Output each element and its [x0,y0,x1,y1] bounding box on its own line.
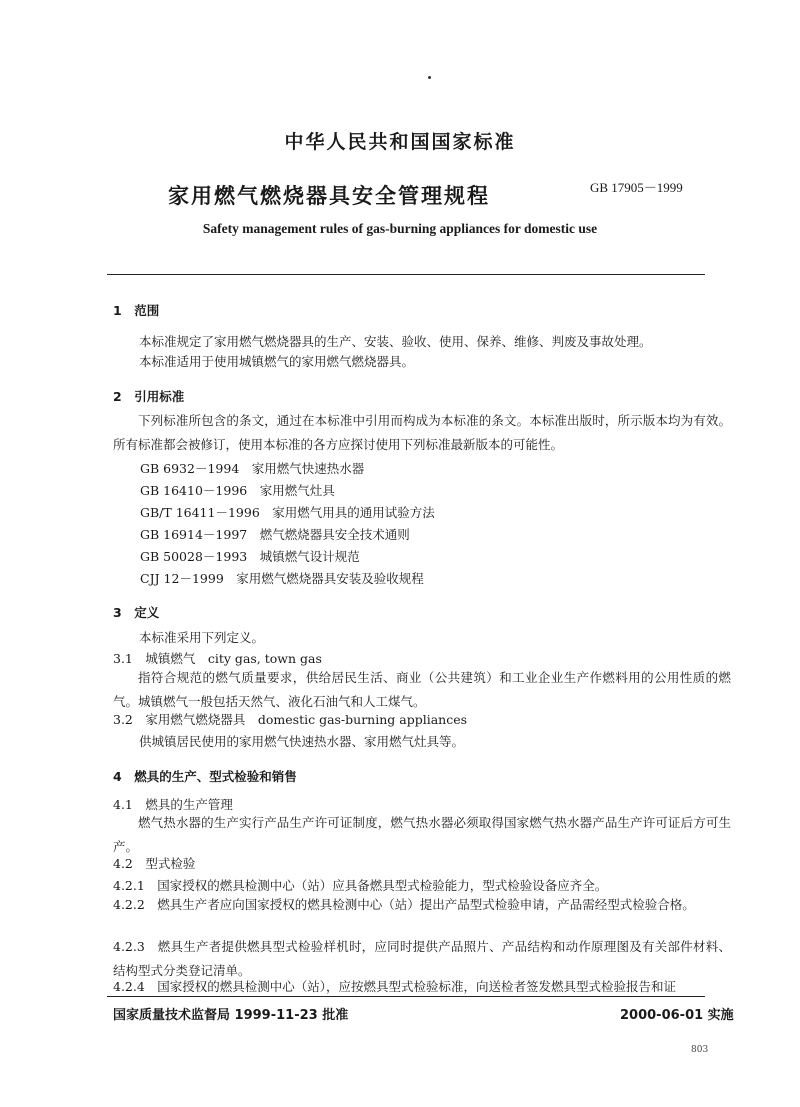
clause-4-2-4: 4.2.4 国家授权的燃具检测中心（站），应按燃具型式检验标准，向送检者签发燃具型式检验报告和证 [113,979,677,994]
page-number: 803 [691,1045,709,1055]
english-title: Safety management rules of gas-burning appliances for domestic use [202,221,598,236]
footer-divider [107,996,705,997]
subsection-4-1-text: 燃气热水器的生产实行产品生产许可证制度，燃气热水器必须取得国家燃气热水器产品生产许可证后方可生产。 [113,815,731,854]
reference-item: GB 50028－1993 城镇燃气设计规范 [140,549,360,564]
section-4-heading: 4 燃具的生产、型式检验和销售 [113,769,297,784]
speck-mark [428,76,431,79]
implementation-date: 2000-06-01 实施 [620,1008,734,1023]
section-2-heading: 2 引用标准 [113,389,185,404]
clause-4-2-1: 4.2.1 国家授权的燃具检测中心（站）应具备燃具型式检验能力，型式检验设备应齐全。 [113,878,608,893]
section-1-heading: 1 范围 [113,303,160,318]
reference-item: GB 16914－1997 燃气燃烧器具安全技术通则 [140,527,410,542]
section-1-para-2: 本标准适用于使用城镇燃气的家用燃气燃烧器具。 [139,354,415,369]
standard-type-title: 中华人民共和国国家标准 [284,131,516,153]
reference-item: CJJ 12－1999 家用燃气燃烧器具安装及验收规程 [140,571,424,586]
document-title: 家用燃气燃烧器具安全管理规程 [168,184,490,208]
subsection-4-1-heading: 4.1 燃具的生产管理 [113,797,233,812]
standard-code: GB 17905－1999 [590,180,683,195]
reference-item: GB/T 16411－1996 家用燃气用具的通用试验方法 [140,505,435,520]
clause-4-2-2: 4.2.2 燃具生产者应向国家授权的燃具检测中心（站）提出产品型式检验申请，产品需经型式检验合格。 [113,897,695,912]
definition-3-1-term: 3.1 城镇燃气 city gas, town gas [113,651,322,666]
header-divider [107,274,705,275]
section-3-heading: 3 定义 [113,605,160,620]
definition-3-2-text: 供城镇居民使用的家用燃气快速热水器、家用燃气灶具等。 [139,734,465,749]
approval-line: 国家质量技术监督局 1999-11-23 批准 [113,1008,349,1023]
section-3-intro: 本标准采用下列定义。 [139,630,265,645]
clause-4-2-3: 4.2.3 燃具生产者提供燃具型式检验样机时，应同时提供产品照片、产品结构和动作原理图及有关部件材料、结构型式分类登记清单。 [113,939,731,978]
reference-item: GB 16410－1996 家用燃气灶具 [140,483,335,498]
definition-3-2-term: 3.2 家用燃气燃烧器具 domestic gas-burning appliances [113,712,468,727]
section-1-para-1: 本标准规定了家用燃气燃烧器具的生产、安装、验收、使用、保养、维修、判废及事故处理。 [139,334,652,349]
subsection-4-2-heading: 4.2 型式检验 [113,856,196,871]
definition-3-1-text: 指符合规范的燃气质量要求，供给居民生活、商业（公共建筑）和工业企业生产作燃料用的公用性质的燃气。城镇燃气一般包括天然气、液化石油气和人工煤气。 [113,670,731,709]
section-2-para-1: 下列标准所包含的条文，通过在本标准中引用而构成为本标准的条文。本标准出版时，所示版本均为有效。所有标准都会被修订，使用本标准的各方应探讨使用下列标准最新版本的可能性。 [113,413,731,452]
reference-item: GB 6932－1994 家用燃气快速热水器 [140,461,365,476]
